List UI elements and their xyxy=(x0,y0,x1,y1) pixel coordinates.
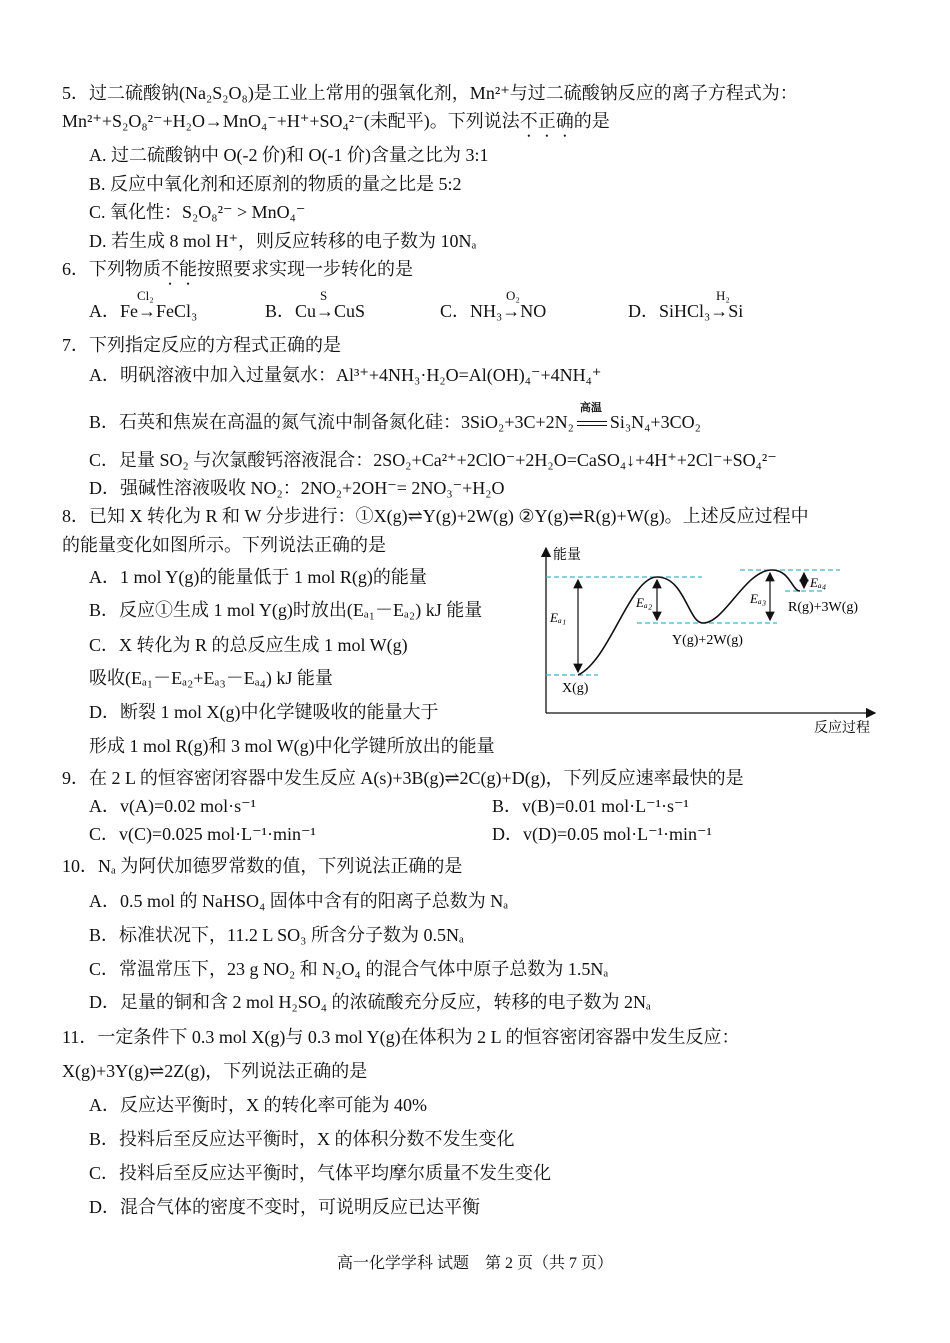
q8-option-b: B．反应①生成 1 mol Y(g)时放出(Eₐ₁－Eₐ₂) kJ 能量 xyxy=(89,600,483,620)
q10-stem: 10．Nₐ 为阿伏加德罗常数的值，下列说法正确的是 xyxy=(62,856,463,876)
label-y: Y(g)+2W(g) xyxy=(672,633,743,648)
q11-option-a: A．反应达平衡时，X 的转化率可能为 40% xyxy=(89,1095,427,1115)
q9-option-a: A．v(A)=0.02 mol·s⁻¹ xyxy=(89,796,257,816)
label-ea4: Eₐ₄ xyxy=(810,575,827,590)
q8-option-d-cont: 形成 1 mol R(g)和 3 mol W(g)中化学键所放出的能量 xyxy=(89,736,495,756)
label-ea1: Eₐ₁ xyxy=(550,610,567,625)
q6-reagent-d: H₂ xyxy=(716,288,730,303)
dashed-levels xyxy=(546,570,840,675)
q7-b-products: Si₃N₄+3CO₂ xyxy=(609,412,701,432)
q10-option-a: A．0.5 mol 的 NaHSO₄ 固体中含有的阳离子总数为 Nₐ xyxy=(89,891,509,911)
q7-b-condition: 高温 xyxy=(579,402,602,414)
q6-option-b: B．Cu→CuS xyxy=(265,301,366,321)
q6-option-a: A．Fe→FeCl₃ xyxy=(89,301,198,321)
y-axis-label: 能量 xyxy=(553,548,581,563)
q5-stem: 5．过二硫酸钠(Na₂S₂O₈)是工业上常用的强氧化剂，Mn²⁺与过二硫酸钠反应的离子方程式为： xyxy=(62,83,798,103)
q10-option-d: D．足量的铜和含 2 mol H₂SO₄ 的浓硫酸充分反应，转移的电子数为 2Nₐ xyxy=(89,992,651,1012)
q7-stem: 7．下列指定反应的方程式正确的是 xyxy=(62,335,341,355)
q5-option-b: B. 反应中氧化剂和还原剂的物质的量之比是 5:2 xyxy=(89,174,462,194)
q8-stem: 8．已知 X 转化为 R 和 W 分步进行：①X(g)⇌Y(g)+2W(g) ②Y(g)⇌R(g)+W(g)。上述反应过程中 xyxy=(62,506,809,526)
q11-option-c: C．投料后至反应达平衡时，气体平均摩尔质量不发生变化 xyxy=(89,1163,552,1183)
q10-option-c: C．常温常压下，23 g NO₂ 和 N₂O₄ 的混合气体中原子总数为 1.5Nₐ xyxy=(89,959,609,979)
q7-b-text: B．石英和焦炭在高温的氮气流中制备氮化硅：3SiO₂+3C+2N₂ xyxy=(89,412,574,432)
q8-option-c: C．X 转化为 R 的总反应生成 1 mol W(g) xyxy=(89,635,408,655)
q5-option-c: C. 氧化性：S₂O₈²⁻ > MnO₄⁻ xyxy=(89,202,306,222)
q9-option-c: C．v(C)=0.025 mol·L⁻¹·min⁻¹ xyxy=(89,824,316,844)
q6-reagent-b: S xyxy=(320,288,328,303)
q9-stem: 9．在 2 L 的恒容密闭容器中发生反应 A(s)+3B(g)⇌2C(g)+D(g)，下列反应速率最快的是 xyxy=(62,768,744,788)
x-axis-label: 反应过程 xyxy=(814,721,870,736)
q11-stem-2: X(g)+3Y(g)⇌2Z(g)，下列说法正确的是 xyxy=(62,1061,368,1081)
q5-option-d: D. 若生成 8 mol H⁺，则反应转移的电子数为 10Nₐ xyxy=(89,231,477,251)
q6-reagent-c: O₂ xyxy=(506,288,520,303)
q11-stem: 11．一定条件下 0.3 mol X(g)与 0.3 mol Y(g)在体积为 2 L 的恒容密闭容器中发生反应： xyxy=(62,1027,740,1047)
q8-stem-2: 的能量变化如图所示。下列说法正确的是 xyxy=(62,535,386,555)
q9-option-b: B．v(B)=0.01 mol·L⁻¹·s⁻¹ xyxy=(492,796,689,816)
q6-reagent-a: Cl₂ xyxy=(137,288,154,303)
q5-text-end: 的是 xyxy=(573,111,610,131)
q9-option-d: D．v(D)=0.05 mol·L⁻¹·min⁻¹ xyxy=(492,824,712,844)
q11-option-b: B．投料后至反应达平衡时，X 的体积分数不发生变化 xyxy=(89,1129,515,1149)
q5-text: Mn²⁺+S₂O₈²⁻+H₂O→MnO₄⁻+H⁺+SO₄²⁻(未配平)。下列说法 xyxy=(62,111,520,131)
q8-option-d: D．断裂 1 mol X(g)中化学键吸收的能量大于 xyxy=(89,702,439,722)
label-r: R(g)+3W(g) xyxy=(788,600,859,615)
q5-emphasis: 不正确 xyxy=(519,111,574,131)
label-ea2: Eₐ₂ xyxy=(636,595,653,610)
label-x: X(g) xyxy=(562,681,589,696)
q10-option-b: B．标准状况下，11.2 L SO₃ 所含分子数为 0.5Nₐ xyxy=(89,925,464,945)
q6-option-c: C．NH₃→NO xyxy=(440,301,547,321)
energy-arrows xyxy=(578,573,804,672)
q5-option-a: A. 过二硫酸钠中 O(-2 价)和 O(-1 价)含量之比为 3:1 xyxy=(89,145,489,165)
q8-option-a: A．1 mol Y(g)的能量低于 1 mol R(g)的能量 xyxy=(89,567,427,587)
q7-option-c: C．足量 SO₂ 与次氯酸钙溶液混合：2SO₂+Ca²⁺+2ClO⁻+2H₂O=CaSO₄↓+4H⁺+2Cl⁻+SO₄²⁻ xyxy=(89,450,777,470)
q7-option-d: D．强碱性溶液吸收 NO₂：2NO₂+2OH⁻= 2NO₃⁻+H₂O xyxy=(89,478,505,498)
q8-option-c-cont: 吸收(Eₐ₁－Eₐ₂+Eₐ₃－Eₐ₄) kJ 能量 xyxy=(89,668,333,688)
page-footer: 高一化学学科 试题 第 2 页（共 7 页） xyxy=(336,1255,613,1272)
q6-text-end: 按照要求实现一步转化的是 xyxy=(197,259,413,279)
q11-option-d: D．混合气体的密度不变时，可说明反应已达平衡 xyxy=(89,1197,480,1217)
q7-option-a: A．明矾溶液中加入过量氨水：Al³⁺+4NH₃·H₂O=Al(OH)₄⁻+4NH₄⁺ xyxy=(89,365,602,385)
q6-emphasis: 不能 xyxy=(161,259,197,279)
label-ea3: Eₐ₃ xyxy=(750,591,767,606)
q6-option-d: D．SiHCl₃→Si xyxy=(628,301,744,321)
q6-text: 6．下列物质 xyxy=(62,259,161,279)
